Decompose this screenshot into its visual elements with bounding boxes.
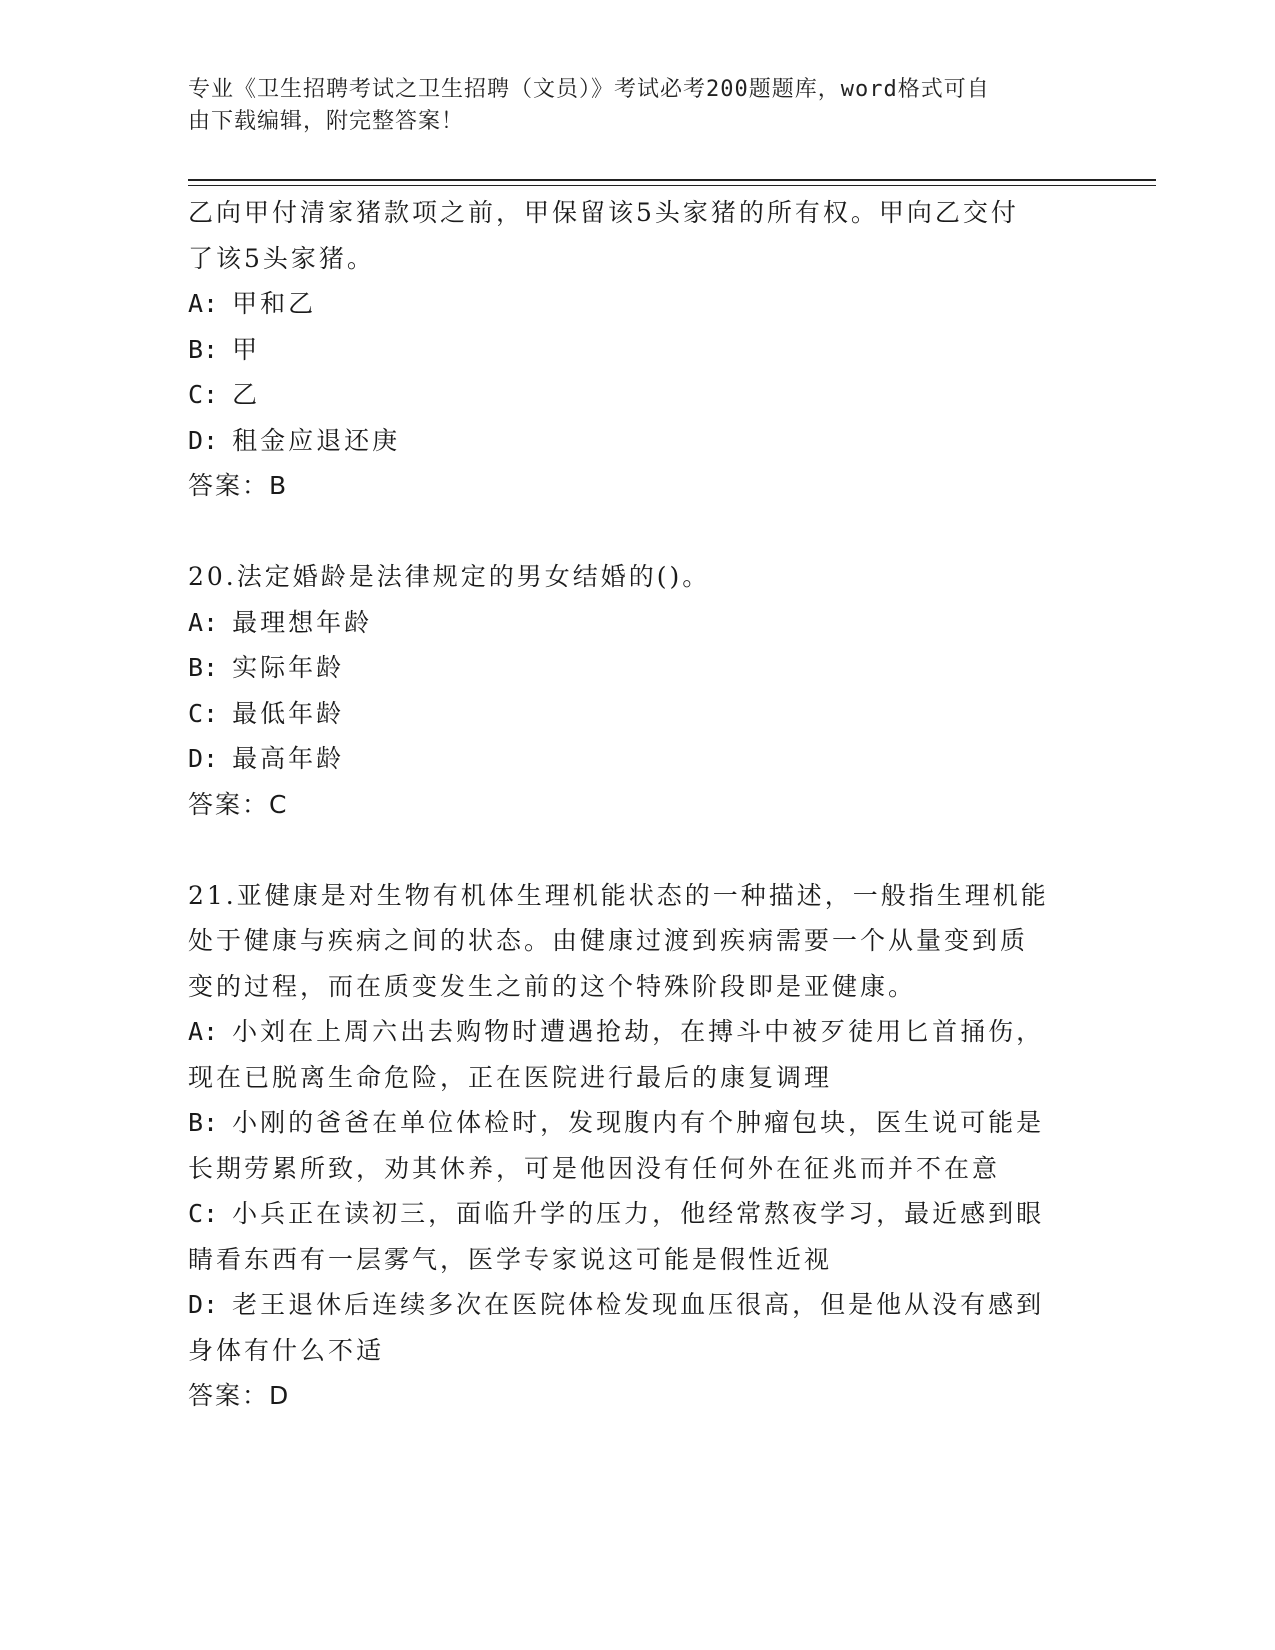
- option-line: 长期劳累所致，劝其休养，可是他因没有任何外在征兆而并不在意: [188, 1153, 1001, 1183]
- option-text: 甲: [232, 334, 261, 364]
- answer-label: 答案：B: [188, 471, 289, 500]
- option-text: 乙: [232, 380, 261, 409]
- option-text: 最高年龄: [232, 744, 345, 773]
- header-line-1: 专业《卫生招聘考试之卫生招聘（文员）》考试必考200题题库，word格式可自: [188, 77, 990, 102]
- option-text: 小刚的爸爸在单位体检时，发现腹内有个肿瘤包块，医生说可能是: [232, 1108, 1045, 1137]
- option-a: [188, 1009, 1088, 1100]
- option-line: 睛看东西有一层雾气，医学专家说这可能是假性近视: [188, 1244, 833, 1274]
- option-line: [188, 1100, 1088, 1146]
- option-key: D:: [188, 744, 219, 773]
- question-stem-line: 乙向甲付清家猪款项之前，甲保留该5头家猪的所有权。甲向乙交付: [188, 198, 1019, 227]
- option-text: 小兵正在读初三，面临升学的压力，他经常熬夜学习，最近感到眼: [232, 1199, 1045, 1228]
- answer-label: 答案：C: [188, 789, 289, 819]
- option-key: A:: [188, 1017, 219, 1046]
- option-b: [188, 645, 1088, 691]
- option-line: [188, 1282, 1088, 1328]
- question-21: [188, 873, 1088, 1419]
- option-a: [188, 281, 1088, 327]
- option-text: 小刘在上周六出去购物时遭遇抢劫，在搏斗中被歹徒用匕首捅伤，: [232, 1017, 1045, 1046]
- option-text: 最理想年龄: [232, 607, 373, 637]
- option-key: B:: [188, 1108, 219, 1137]
- option-text: 老王退休后连续多次在医院体检发现血压很高，但是他从没有感到: [232, 1290, 1045, 1319]
- option-line: [188, 1191, 1088, 1237]
- option-b: [188, 1100, 1088, 1191]
- option-text: 租金应退还庚: [232, 425, 401, 455]
- question-stem-line: 处于健康与疾病之间的状态。由健康过渡到疾病需要一个从量变到质: [188, 926, 1029, 955]
- option-key: D:: [188, 425, 219, 455]
- header-line-2: 由下载编辑，附完整答案！: [188, 109, 465, 134]
- option-c: [188, 691, 1088, 737]
- option-c: [188, 1191, 1088, 1282]
- question-stem-line: 了该5头家猪。: [188, 243, 375, 273]
- question-stem-line: 21.亚健康是对生物有机体生理机能状态的一种描述，一般指生理机能: [188, 880, 1049, 910]
- option-d: [188, 736, 1088, 782]
- question-stem-line: 20.法定婚龄是法律规定的男女结婚的()。: [188, 562, 711, 591]
- spacer: [188, 827, 1088, 873]
- spacer: [188, 509, 1088, 555]
- option-key: A:: [188, 289, 219, 318]
- header-divider-thick: [188, 179, 1156, 181]
- option-key: B:: [188, 334, 219, 364]
- option-key: C:: [188, 1199, 219, 1228]
- option-d: [188, 418, 1088, 464]
- question-20: [188, 554, 1088, 827]
- option-d: [188, 1282, 1088, 1373]
- option-key: D:: [188, 1290, 219, 1319]
- document-body: [188, 190, 1088, 1419]
- option-text: 甲和乙: [232, 289, 317, 318]
- option-b: [188, 327, 1088, 373]
- option-line: [188, 1009, 1088, 1055]
- option-key: C:: [188, 380, 219, 409]
- option-text: 实际年龄: [232, 653, 345, 682]
- option-text: 最低年龄: [232, 698, 345, 728]
- option-key: C:: [188, 698, 219, 728]
- document-header: [188, 74, 1088, 138]
- option-c: [188, 372, 1088, 418]
- option-line: 身体有什么不适: [188, 1335, 385, 1365]
- question-19: [188, 190, 1088, 509]
- question-stem-line: 变的过程，而在质变发生之前的这个特殊阶段即是亚健康。: [188, 971, 917, 1001]
- answer-label: 答案：D: [188, 1381, 291, 1410]
- option-key: A:: [188, 607, 219, 637]
- option-a: [188, 600, 1088, 646]
- option-line: 现在已脱离生命危险，正在医院进行最后的康复调理: [188, 1062, 833, 1092]
- header-divider-thin: [188, 185, 1156, 186]
- option-key: B:: [188, 653, 219, 682]
